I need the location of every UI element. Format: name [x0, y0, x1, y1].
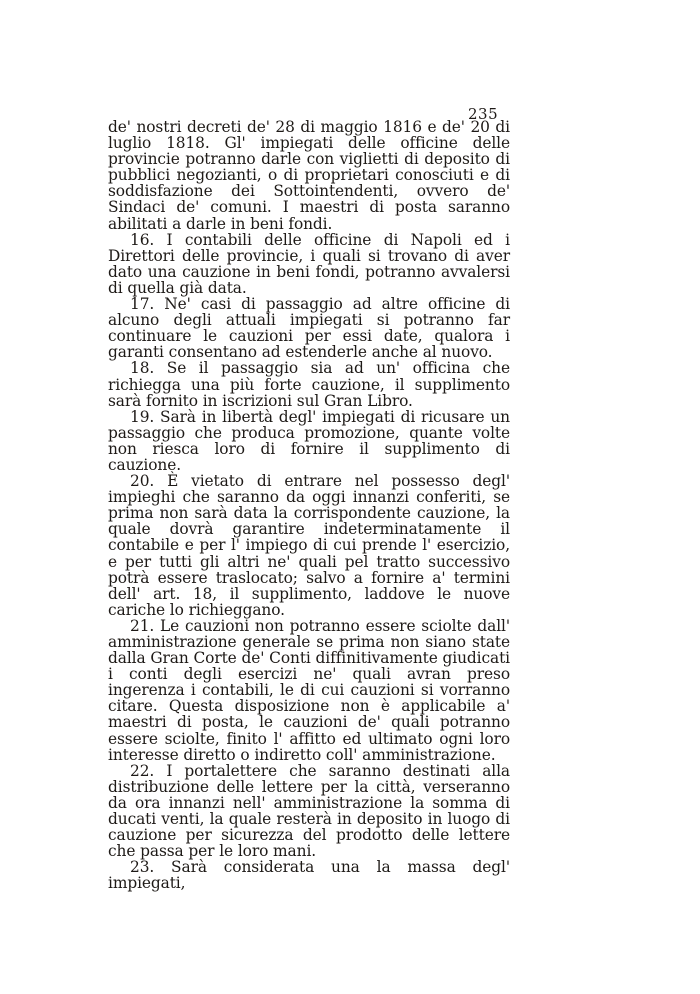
paragraph-article-20: 20. È vietato di entrare nel possesso degl' impieghi che saranno da oggi innanzi conferiti, se prima non sarà data la corrispondente cauzione, la quale dovrà garantire indeterminatamente il contabile e per l' impiego di cui prende l' esercizio, e per tutti gli altri ne' quali pel tratto successivo potrà essere traslocato; salvo a fornire a' termini dell' art. 18, il supplimento, laddove le nuove cariche lo richieggano.	[108, 472, 510, 619]
paragraph-article-21: 21. Le cauzioni non potranno essere sciolte dall' amministrazione generale se prima non siano state dalla Gran Corte de' Conti diffinitivamente giudicati i conti degli esercizi ne' quali avran preso ingerenza i contabili, le di cui cauzioni si vorranno citare. Questa disposizione non è applicabile a' maestri di posta, le cauzioni de' quali potranno essere sciolte, finito l' affitto ed ultimato ogni loro interesse diretto o indiretto coll' amministrazione.	[108, 616, 510, 764]
paragraph-article-22: 22. I portalettere che saranno destinati alla distribuzione delle lettere per la città, verseranno da ora innanzi nell' amministrazione la somma di ducati venti, la quale resterà in deposito in luogo di cauzione per sicurezza del prodotto delle lettere che passa per le loro mani.	[108, 761, 510, 861]
paragraph-article-19: 19. Sarà in libertà degl' impiegati di ricusare un passaggio che produca promozione, quante volte non riesca loro di fornire il supplimento di cauzione.	[108, 407, 510, 474]
page-body-text	[108, 119, 510, 892]
paragraph-continuation: de' nostri decreti de' 28 di maggio 1816 e de' 20 di luglio 1818. Gl' impiegati delle officine delle provincie potranno darle con viglietti di deposito di pubblici negozianti, o di proprietari conosciuti e di soddisfazione dei Sottointendenti, ovvero de' Sindaci de' comuni. I maestri di posta saranno abilitati a darle in beni fondi.	[108, 118, 510, 233]
page-number: 235	[468, 105, 499, 123]
paragraph-article-17: 17. Ne' casi di passaggio ad altre officine di alcuno degli attuali impiegati si potranno far continuare le cauzioni per essi date, qualora i garanti consentano ad estenderle anche al nuovo.	[108, 295, 510, 362]
paragraph-article-23: 23. Sarà considerata una la massa degl' impiegati,	[108, 858, 510, 893]
paragraph-article-18: 18. Se il passaggio sia ad un' officina che richiegga una più forte cauzione, il supplimento sarà fornito in iscrizioni sul Gran Libro.	[108, 359, 510, 410]
paragraph-article-16: 16. I contabili delle officine di Napoli ed i Direttori delle provincie, i quali si trovano di aver dato una cauzione in beni fondi, potranno avvalersi di quella già data.	[108, 230, 510, 297]
